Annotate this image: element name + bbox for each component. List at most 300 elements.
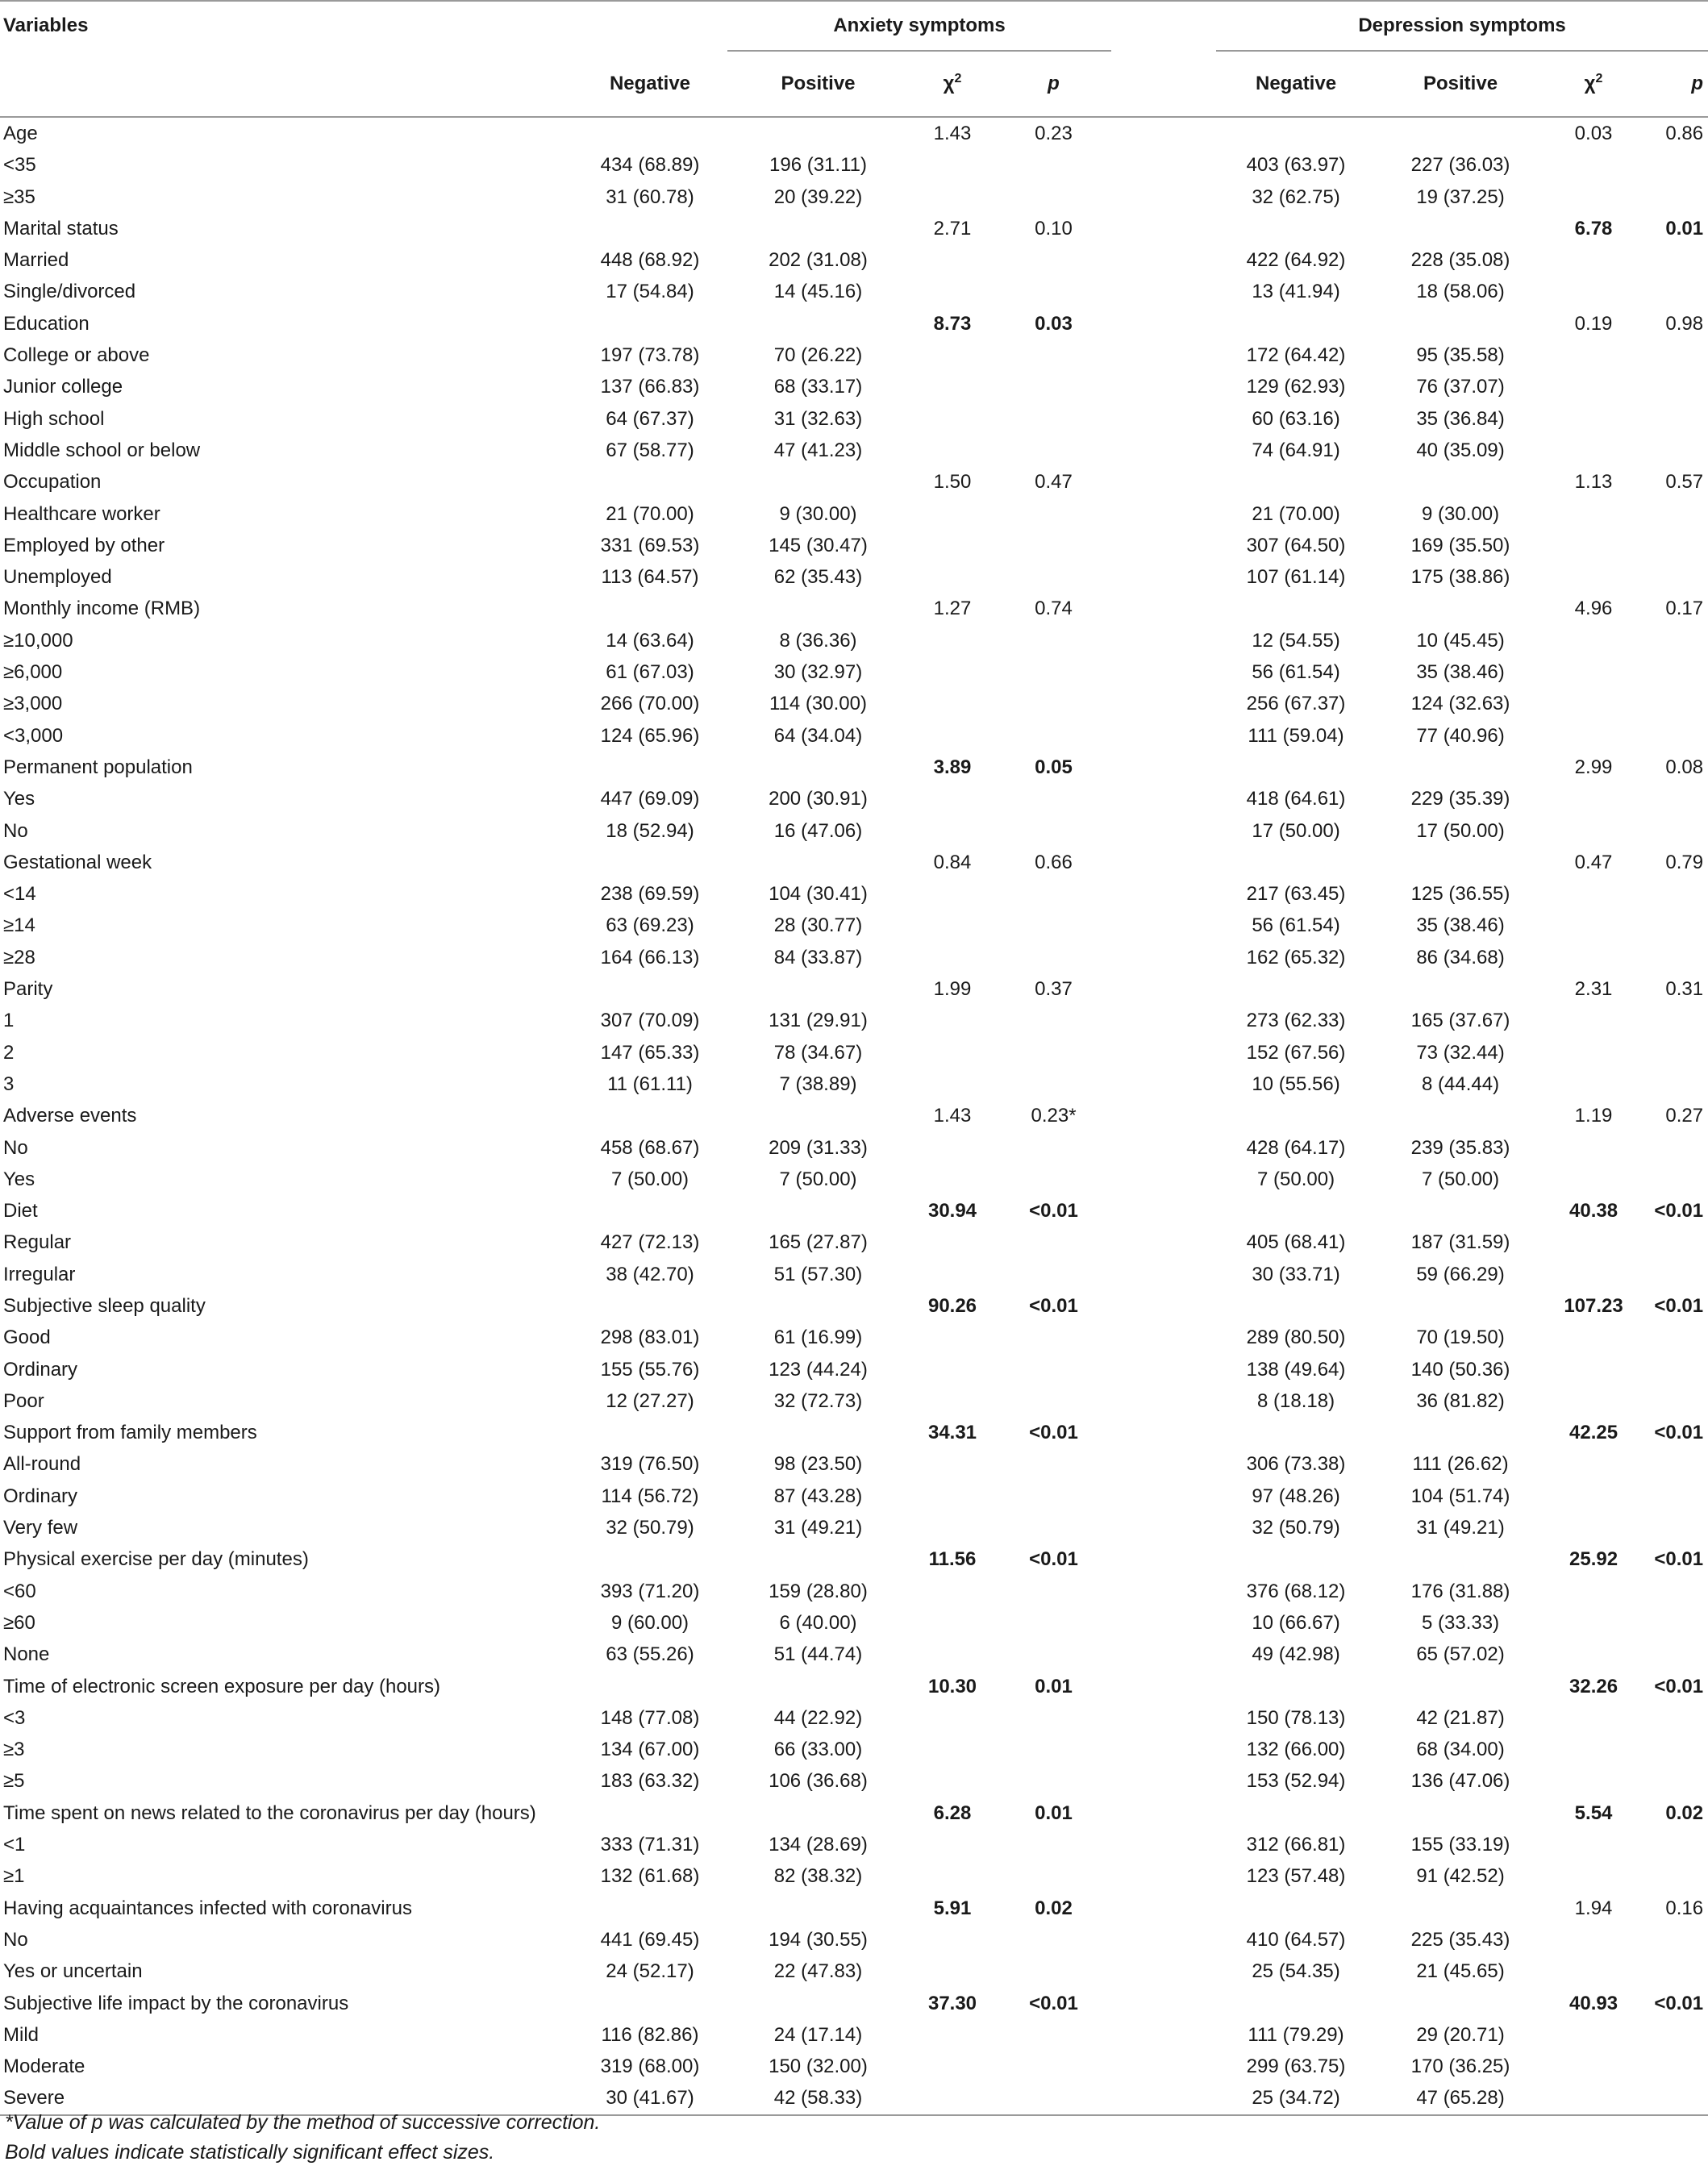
depression-positive-cell: 91 (42.52) [1416, 1865, 1505, 1888]
depression-positive-cell: 17 (50.00) [1416, 819, 1505, 842]
depression-chi-square-cell [1545, 530, 1642, 561]
depression-positive-cell: 21 (45.65) [1416, 1960, 1505, 1983]
anxiety-p-cell [996, 339, 1111, 371]
anxiety-negative-cell [573, 117, 727, 149]
anxiety-p-cell [996, 1481, 1111, 1512]
anxiety-chi-square-cell: 5.91 [933, 1897, 972, 1919]
depression-chi-square-cell [1545, 149, 1642, 181]
variable-category-label: Regular [3, 1231, 72, 1254]
depression-chi-square-cell: 1.13 [1574, 471, 1613, 494]
anxiety-negative-cell [573, 1797, 727, 1829]
anxiety-negative-cell: 307 (70.09) [600, 1010, 700, 1032]
depression-positive-cell: 18 (58.06) [1416, 281, 1505, 303]
anxiety-positive-cell: 7 (38.89) [779, 1073, 857, 1095]
anxiety-chi-square-cell [909, 371, 996, 402]
table-group-row [0, 1988, 1708, 2019]
anxiety-p-cell [996, 181, 1111, 213]
anxiety-positive-cell: 123 (44.24) [769, 1358, 868, 1381]
depression-positive-cell: 111 (26.62) [1412, 1453, 1509, 1476]
depression-p-cell [1642, 942, 1708, 973]
table-group-row [0, 1797, 1708, 1829]
depression-chi-square-cell [1545, 1481, 1642, 1512]
depression-p-cell [1642, 1385, 1708, 1417]
depression-p-cell [1642, 1322, 1708, 1353]
depression-positive-cell: 124 (32.63) [1410, 693, 1510, 715]
depression-negative-cell [1216, 1988, 1376, 2019]
depression-p-cell [1642, 181, 1708, 213]
anxiety-p-cell [996, 1227, 1111, 1258]
depression-p-cell: <0.01 [1654, 1992, 1704, 2014]
table-row [0, 339, 1708, 371]
variable-category-label: Married [3, 249, 69, 272]
depression-negative-cell: 56 (61.54) [1252, 914, 1340, 937]
depression-negative-cell: 60 (63.16) [1252, 407, 1340, 430]
anxiety-positive-cell [727, 593, 909, 624]
variable-category-label: Good [3, 1327, 51, 1349]
anxiety-positive-cell: 150 (32.00) [769, 2055, 868, 2078]
anxiety-chi-square-cell: 90.26 [927, 1294, 977, 1317]
depression-chi-square-cell [1545, 656, 1642, 688]
depression-chi-square-cell [1545, 1924, 1642, 1955]
depression-p-cell [1642, 910, 1708, 941]
depression-positive-cell: 76 (37.07) [1416, 376, 1505, 398]
anxiety-positive-cell: 62 (35.43) [773, 566, 863, 589]
depression-positive-cell [1376, 752, 1545, 783]
anxiety-positive-cell: 24 (17.14) [773, 2023, 863, 2046]
depression-chi-square-cell [1545, 1702, 1642, 1734]
variable-category-label: ≥14 [3, 914, 35, 937]
depression-p-cell [1642, 1955, 1708, 1987]
depression-negative-cell [1216, 847, 1376, 878]
table-group-row [0, 1195, 1708, 1227]
anxiety-negative-cell: 21 (70.00) [606, 502, 694, 525]
variable-category-label: <60 [3, 1580, 36, 1602]
variable-category-label: High school [3, 407, 105, 430]
anxiety-negative-cell: 441 (69.45) [600, 1928, 700, 1951]
anxiety-positive-cell: 84 (33.87) [773, 946, 863, 968]
anxiety-chi-square-cell [909, 530, 996, 561]
depression-chi-square-cell [1545, 878, 1642, 910]
anxiety-p-cell [996, 530, 1111, 561]
depression-positive-cell: 47 (65.28) [1376, 2082, 1545, 2114]
variable-category-label: Junior college [3, 376, 123, 398]
anxiety-p-cell [996, 498, 1111, 530]
header-anxiety-negative: Negative [573, 51, 727, 117]
depression-p-cell [1642, 1829, 1708, 1860]
table-row [0, 2019, 1708, 2051]
depression-p-cell: 0.02 [1665, 1801, 1704, 1824]
anxiety-negative-cell [573, 1893, 727, 1924]
depression-chi-square-cell [1545, 2051, 1642, 2082]
depression-negative-cell: 7 (50.00) [1257, 1168, 1335, 1190]
variable-group-label: Occupation [3, 471, 102, 494]
anxiety-negative-cell [573, 593, 727, 624]
depression-positive-cell [1376, 1797, 1545, 1829]
depression-p-cell: <0.01 [1654, 1548, 1704, 1571]
table-row [0, 435, 1708, 466]
depression-p-cell [1642, 688, 1708, 719]
anxiety-positive-cell: 8 (36.36) [779, 629, 857, 652]
anxiety-chi-square-cell [909, 1448, 996, 1480]
variable-group-label: Marital status [3, 217, 119, 239]
anxiety-chi-square-cell [909, 1702, 996, 1734]
anxiety-negative-cell: 14 (63.64) [606, 629, 694, 652]
depression-negative-cell [1216, 593, 1376, 624]
anxiety-positive-cell: 6 (40.00) [779, 1611, 857, 1634]
depression-positive-cell: 140 (50.36) [1410, 1358, 1510, 1381]
depression-negative-cell [1216, 1290, 1376, 1322]
depression-negative-cell: 256 (67.37) [1246, 693, 1346, 715]
depression-negative-cell: 422 (64.92) [1246, 249, 1346, 272]
variable-category-label: Yes or uncertain [3, 1960, 143, 1983]
table-row [0, 1639, 1708, 1670]
anxiety-negative-cell: 427 (72.13) [600, 1231, 700, 1254]
depression-negative-cell: 10 (66.67) [1252, 1611, 1340, 1634]
variable-category-label: ≥60 [3, 1611, 35, 1634]
variable-category-label: Moderate [3, 2055, 85, 2078]
variable-category-label: <14 [3, 883, 36, 906]
anxiety-p-cell [996, 403, 1111, 435]
table-row [0, 1132, 1708, 1164]
depression-p-cell [1642, 371, 1708, 402]
anxiety-negative-cell [573, 213, 727, 244]
anxiety-positive-cell: 78 (34.67) [773, 1041, 863, 1064]
anxiety-p-cell: 0.37 [1035, 978, 1073, 1001]
depression-chi-square-cell [1545, 1765, 1642, 1797]
anxiety-chi-square-cell [909, 1322, 996, 1353]
depression-positive-cell [1376, 466, 1545, 498]
depression-chi-square-cell: 1.94 [1574, 1897, 1613, 1919]
anxiety-negative-cell [573, 1417, 727, 1448]
table-row [0, 1322, 1708, 1353]
anxiety-positive-cell: 32 (72.73) [773, 1389, 863, 1412]
depression-negative-cell: 10 (55.56) [1252, 1073, 1340, 1095]
anxiety-chi-square-cell [909, 276, 996, 307]
anxiety-chi-square-cell [909, 1607, 996, 1639]
anxiety-positive-cell: 87 (43.28) [773, 1485, 863, 1507]
anxiety-chi-square-cell [909, 942, 996, 973]
anxiety-chi-square-cell: 2.71 [933, 217, 972, 239]
anxiety-negative-cell: 63 (69.23) [606, 914, 694, 937]
anxiety-positive-cell: 47 (41.23) [773, 439, 863, 461]
table-group-row [0, 1671, 1708, 1702]
depression-positive-cell [1376, 117, 1545, 149]
anxiety-positive-cell [727, 973, 909, 1005]
anxiety-positive-cell: 68 (33.17) [773, 376, 863, 398]
anxiety-chi-square-cell [909, 1576, 996, 1607]
depression-chi-square-cell: 0.47 [1574, 851, 1613, 873]
depression-negative-cell: 111 (59.04) [1248, 724, 1344, 747]
anxiety-chi-square-cell [909, 339, 996, 371]
table-row [0, 1005, 1708, 1036]
depression-positive-cell: 175 (38.86) [1410, 566, 1510, 589]
anxiety-chi-square-cell [909, 561, 996, 593]
variable-group-label: Time of electronic screen exposure per day (hours) [3, 1675, 441, 1697]
depression-negative-cell: 21 (70.00) [1252, 502, 1340, 525]
anxiety-chi-square-cell [909, 403, 996, 435]
table-row [0, 244, 1708, 276]
anxiety-chi-square-cell [909, 2051, 996, 2082]
depression-p-cell: <0.01 [1654, 1675, 1704, 1697]
variable-category-label: Middle school or below [3, 439, 201, 461]
table-row [0, 2051, 1708, 2082]
anxiety-positive-cell [727, 213, 909, 244]
variable-group-label: Education [3, 312, 90, 335]
anxiety-positive-cell: 61 (16.99) [773, 1327, 863, 1349]
depression-chi-square-cell [1545, 181, 1642, 213]
depression-positive-cell: 136 (47.06) [1410, 1770, 1510, 1793]
anxiety-negative-cell: 64 (67.37) [606, 407, 694, 430]
depression-positive-cell [1376, 1195, 1545, 1227]
anxiety-negative-cell [573, 308, 727, 339]
anxiety-positive-cell [727, 1671, 909, 1702]
variable-category-label: Poor [3, 1389, 44, 1412]
depression-positive-cell: 229 (35.39) [1410, 788, 1510, 810]
depression-positive-cell [1376, 847, 1545, 878]
table-row [0, 1924, 1708, 1955]
anxiety-positive-cell: 196 (31.11) [769, 154, 867, 177]
anxiety-positive-cell: 165 (27.87) [769, 1231, 868, 1254]
depression-chi-square-cell: 2.99 [1574, 756, 1613, 778]
variable-category-label: <35 [3, 154, 36, 177]
anxiety-p-cell [996, 1639, 1111, 1670]
depression-chi-square-cell [1545, 1734, 1642, 1765]
table-group-row [0, 1893, 1708, 1924]
depression-p-cell [1642, 878, 1708, 910]
variable-category-label: Employed by other [3, 534, 165, 556]
anxiety-chi-square-cell: 37.30 [927, 1992, 977, 2014]
anxiety-chi-square-cell: 3.89 [933, 756, 972, 778]
anxiety-negative-cell: 333 (71.31) [600, 1834, 700, 1856]
table-group-row [0, 308, 1708, 339]
anxiety-positive-cell [727, 308, 909, 339]
depression-positive-cell: 227 (36.03) [1410, 154, 1510, 177]
depression-p-cell [1642, 1354, 1708, 1385]
depression-chi-square-cell [1545, 1068, 1642, 1100]
depression-chi-square-cell: 107.23 [1564, 1294, 1623, 1317]
depression-p-cell [1642, 2051, 1708, 2082]
variable-category-label: Healthcare worker [3, 502, 160, 525]
anxiety-p-cell [996, 371, 1111, 402]
variable-category-label: Ordinary [3, 1358, 78, 1381]
anxiety-p-cell [996, 878, 1111, 910]
table-row [0, 656, 1708, 688]
variable-category-label: All-round [3, 1453, 81, 1476]
depression-p-cell: 0.31 [1665, 978, 1704, 1001]
variable-group-label: Age [3, 123, 38, 144]
anxiety-negative-cell: 147 (65.33) [600, 1041, 700, 1064]
depression-chi-square-cell: 0.19 [1574, 312, 1613, 335]
anxiety-positive-cell: 64 (34.04) [773, 724, 863, 747]
anxiety-negative-cell: 447 (69.09) [600, 788, 700, 810]
anxiety-chi-square-cell [909, 688, 996, 719]
anxiety-negative-cell: 30 (41.67) [573, 2082, 727, 2114]
variable-category-label: College or above [3, 344, 150, 367]
anxiety-chi-square-cell: 11.56 [928, 1548, 977, 1571]
depression-negative-cell: 25 (34.72) [1216, 2082, 1376, 2114]
depression-chi-square-cell [1545, 2082, 1642, 2114]
depression-chi-square-cell [1545, 1955, 1642, 1987]
depression-chi-square-cell [1545, 1227, 1642, 1258]
depression-negative-cell: 307 (64.50) [1246, 534, 1346, 556]
header-anxiety-symptoms: Anxiety symptoms [727, 1, 1111, 51]
depression-chi-square-cell [1545, 1607, 1642, 1639]
variable-category-label: Yes [3, 1168, 35, 1190]
depression-positive-cell: 176 (31.88) [1410, 1580, 1510, 1602]
depression-chi-square-cell [1545, 720, 1642, 752]
anxiety-positive-cell: 194 (30.55) [769, 1928, 868, 1951]
table-group-row [0, 847, 1708, 878]
anxiety-p-cell [996, 2051, 1111, 2082]
depression-positive-cell: 40 (35.09) [1416, 439, 1505, 461]
anxiety-negative-cell [573, 466, 727, 498]
depression-p-cell [1642, 1448, 1708, 1480]
anxiety-positive-cell: 44 (22.92) [773, 1706, 863, 1729]
anxiety-p-cell [996, 942, 1111, 973]
anxiety-positive-cell: 134 (28.69) [769, 1834, 868, 1856]
anxiety-positive-cell: 98 (23.50) [773, 1453, 863, 1476]
anxiety-negative-cell: 298 (83.01) [600, 1327, 700, 1349]
anxiety-negative-cell: 32 (50.79) [606, 1517, 694, 1539]
anxiety-negative-cell: 124 (65.96) [600, 724, 700, 747]
variable-category-label: ≥5 [3, 1770, 25, 1793]
depression-chi-square-cell [1545, 815, 1642, 847]
anxiety-negative-cell: 458 (68.67) [600, 1136, 700, 1159]
depression-chi-square-cell [1545, 910, 1642, 941]
anxiety-negative-cell: 164 (66.13) [600, 946, 700, 968]
depression-negative-cell [1216, 973, 1376, 1005]
table-row [0, 1734, 1708, 1765]
depression-chi-square-cell [1545, 1322, 1642, 1353]
anxiety-p-cell [996, 2019, 1111, 2051]
depression-negative-cell: 273 (62.33) [1246, 1010, 1346, 1032]
anxiety-p-cell [996, 1005, 1111, 1036]
table-row [0, 1576, 1708, 1607]
anxiety-positive-cell [727, 1195, 909, 1227]
anxiety-negative-cell: 61 (67.03) [606, 661, 694, 684]
depression-chi-square-cell [1545, 625, 1642, 656]
variable-category-label: Mild [3, 2023, 40, 2046]
depression-negative-cell [1216, 1893, 1376, 1924]
depression-p-cell [1642, 1227, 1708, 1258]
table-row [0, 1481, 1708, 1512]
depression-chi-square-cell [1545, 244, 1642, 276]
table-group-row [0, 213, 1708, 244]
anxiety-chi-square-cell [909, 720, 996, 752]
anxiety-positive-cell [727, 847, 909, 878]
table-row [0, 720, 1708, 752]
depression-positive-cell: 165 (37.67) [1410, 1010, 1510, 1032]
depression-p-cell [1642, 403, 1708, 435]
depression-negative-cell: 107 (61.14) [1246, 566, 1346, 589]
anxiety-p-cell [996, 1164, 1111, 1195]
anxiety-p-cell [996, 625, 1111, 656]
table-group-row [0, 1290, 1708, 1322]
header-depression-p: p [1642, 51, 1708, 117]
depression-positive-cell: 7 (50.00) [1422, 1168, 1500, 1190]
anxiety-chi-square-cell [909, 878, 996, 910]
depression-chi-square-cell [1545, 498, 1642, 530]
depression-chi-square-cell: 2.31 [1574, 978, 1613, 1001]
anxiety-chi-square-cell [909, 783, 996, 814]
table-row [0, 403, 1708, 435]
depression-negative-cell: 410 (64.57) [1246, 1928, 1346, 1951]
depression-negative-cell: 153 (52.94) [1246, 1770, 1346, 1793]
anxiety-positive-cell [727, 1290, 909, 1322]
anxiety-positive-cell: 106 (36.68) [769, 1770, 868, 1793]
anxiety-chi-square-cell [909, 1955, 996, 1987]
depression-chi-square-cell [1545, 688, 1642, 719]
anxiety-negative-cell: 17 (54.84) [606, 281, 694, 303]
anxiety-p-cell [996, 1702, 1111, 1734]
depression-negative-cell [1216, 117, 1376, 149]
variable-category-label: ≥35 [3, 185, 35, 208]
table-row [0, 878, 1708, 910]
anxiety-chi-square-cell [909, 1227, 996, 1258]
anxiety-p-cell: 0.23 [1035, 123, 1073, 144]
table-row [0, 276, 1708, 307]
anxiety-positive-cell: 82 (38.32) [773, 1865, 863, 1888]
depression-negative-cell: 12 (54.55) [1252, 629, 1340, 652]
depression-negative-cell: 138 (49.64) [1246, 1358, 1346, 1381]
table-row [0, 1512, 1708, 1543]
depression-p-cell: 0.86 [1665, 123, 1704, 144]
anxiety-chi-square-cell [909, 1481, 996, 1512]
anxiety-positive-cell: 7 (50.00) [779, 1168, 857, 1190]
depression-negative-cell [1216, 213, 1376, 244]
anxiety-chi-square-cell [909, 1132, 996, 1164]
variable-category-label: Unemployed [3, 566, 112, 589]
anxiety-positive-cell: 9 (30.00) [779, 502, 857, 525]
depression-negative-cell [1216, 466, 1376, 498]
depression-p-cell [1642, 1164, 1708, 1195]
anxiety-chi-square-cell [909, 1354, 996, 1385]
table-row [0, 1829, 1708, 1860]
depression-p-cell [1642, 339, 1708, 371]
depression-p-cell [1642, 244, 1708, 276]
depression-chi-square-cell [1545, 1037, 1642, 1068]
depression-positive-cell: 169 (35.50) [1410, 534, 1510, 556]
anxiety-negative-cell: 63 (55.26) [606, 1643, 694, 1666]
depression-negative-cell: 123 (57.48) [1246, 1865, 1346, 1888]
table-row [0, 1860, 1708, 1892]
depression-positive-cell: 187 (31.59) [1410, 1231, 1510, 1254]
anxiety-positive-cell: 51 (44.74) [773, 1643, 863, 1666]
anxiety-chi-square-cell [909, 1860, 996, 1892]
anxiety-negative-cell: 24 (52.17) [606, 1960, 694, 1983]
anxiety-positive-cell [727, 117, 909, 149]
depression-chi-square-cell: 6.78 [1574, 217, 1613, 239]
depression-negative-cell [1216, 1797, 1376, 1829]
footnote-successive-correction: *Value of p was calculated by the method of successive correction. [5, 2111, 601, 2134]
anxiety-p-cell: 0.03 [1035, 312, 1073, 335]
depression-negative-cell [1216, 752, 1376, 783]
anxiety-chi-square-cell [909, 1005, 996, 1036]
depression-positive-cell: 9 (30.00) [1422, 502, 1500, 525]
depression-negative-cell: 30 (33.71) [1252, 1263, 1340, 1285]
anxiety-positive-cell: 200 (30.91) [769, 788, 868, 810]
anxiety-negative-cell: 11 (61.11) [607, 1073, 693, 1095]
anxiety-p-cell [996, 1734, 1111, 1765]
anxiety-positive-cell: 209 (31.33) [769, 1136, 868, 1159]
anxiety-negative-cell: 31 (60.78) [606, 185, 694, 208]
anxiety-p-cell [996, 435, 1111, 466]
table-row [0, 1164, 1708, 1195]
table-row [0, 1259, 1708, 1290]
depression-positive-cell [1376, 1290, 1545, 1322]
depression-chi-square-cell [1545, 1512, 1642, 1543]
table-group-row [0, 1100, 1708, 1131]
